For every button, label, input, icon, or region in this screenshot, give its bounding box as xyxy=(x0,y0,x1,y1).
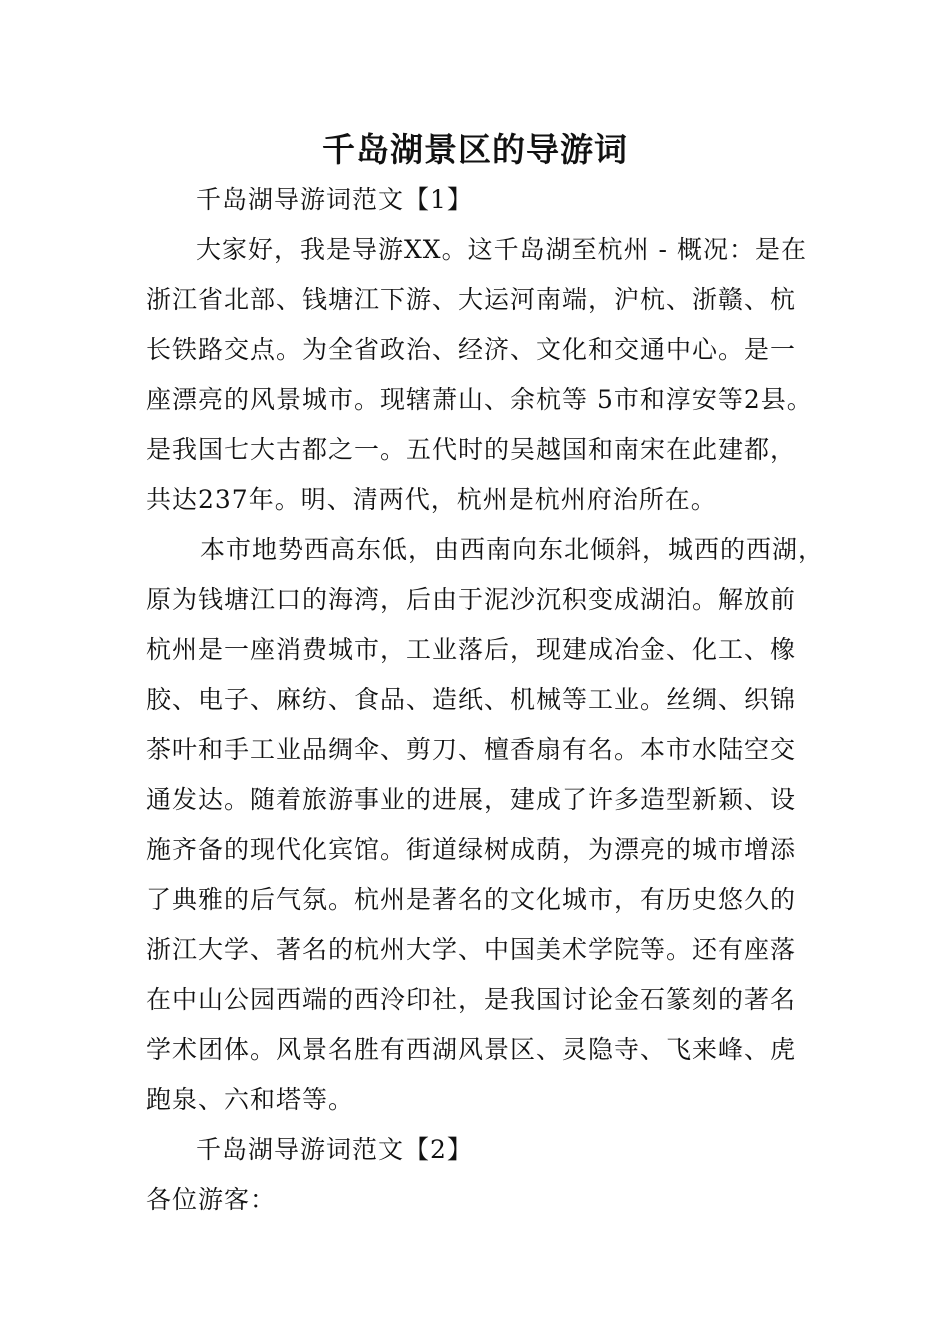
paragraph-line: 是我国七大古都之一。五代时的吴越国和南宋在此建都， xyxy=(146,435,797,464)
section-heading-2: 千岛湖导游词范文【2】 xyxy=(196,1135,473,1164)
paragraph-line: 浙江大学、著名的杭州大学、中国美术学院等。还有座落 xyxy=(146,935,797,964)
paragraph-line: 座漂亮的风景城市。现辖萧山、余杭等 5市和淳安等2县。 xyxy=(146,385,813,414)
paragraph-line: 本市地势西高东低，由西南向东北倾斜，城西的西湖， xyxy=(200,535,825,564)
paragraph-line: 原为钱塘江口的海湾，后由于泥沙沉积变成湖泊。解放前 xyxy=(146,585,797,614)
paragraph-line: 学术团体。风景名胜有西湖风景区、灵隐寺、飞来峰、虎 xyxy=(146,1035,797,1064)
paragraph-line: 浙江省北部、钱塘江下游、大运河南端，沪杭、浙赣、杭 xyxy=(146,285,797,314)
paragraph-line: 了典雅的后气氛。杭州是著名的文化城市，有历史悠久的 xyxy=(146,885,797,914)
paragraph-line: 共达237年。明、清两代，杭州是杭州府治所在。 xyxy=(146,485,717,514)
paragraph-line: 长铁路交点。为全省政治、经济、文化和交通中心。是一 xyxy=(146,335,797,364)
paragraph-line: 胶、电子、麻纺、食品、造纸、机械等工业。丝绸、织锦 xyxy=(146,685,797,714)
paragraph-line: 跑泉、六和塔等。 xyxy=(146,1085,355,1114)
greeting-line: 各位游客： xyxy=(146,1185,277,1214)
paragraph-line: 通发达。随着旅游事业的进展，建成了许多造型新颖、设 xyxy=(146,785,797,814)
paragraph-line: 在中山公园西端的西泠印社，是我国讨论金石篆刻的著名 xyxy=(146,985,797,1014)
paragraph-line: 大家好，我是导游XX。这千岛湖至杭州 - 概况：是在 xyxy=(196,235,807,264)
document-title: 千岛湖景区的导游词 xyxy=(322,130,628,169)
paragraph-line: 施齐备的现代化宾馆。街道绿树成荫，为漂亮的城市增添 xyxy=(146,835,797,864)
section-heading-1: 千岛湖导游词范文【1】 xyxy=(196,185,473,214)
paragraph-line: 杭州是一座消费城市，工业落后，现建成冶金、化工、橡 xyxy=(146,635,797,664)
paragraph-line: 茶叶和手工业品绸伞、剪刀、檀香扇有名。本市水陆空交 xyxy=(146,735,797,764)
